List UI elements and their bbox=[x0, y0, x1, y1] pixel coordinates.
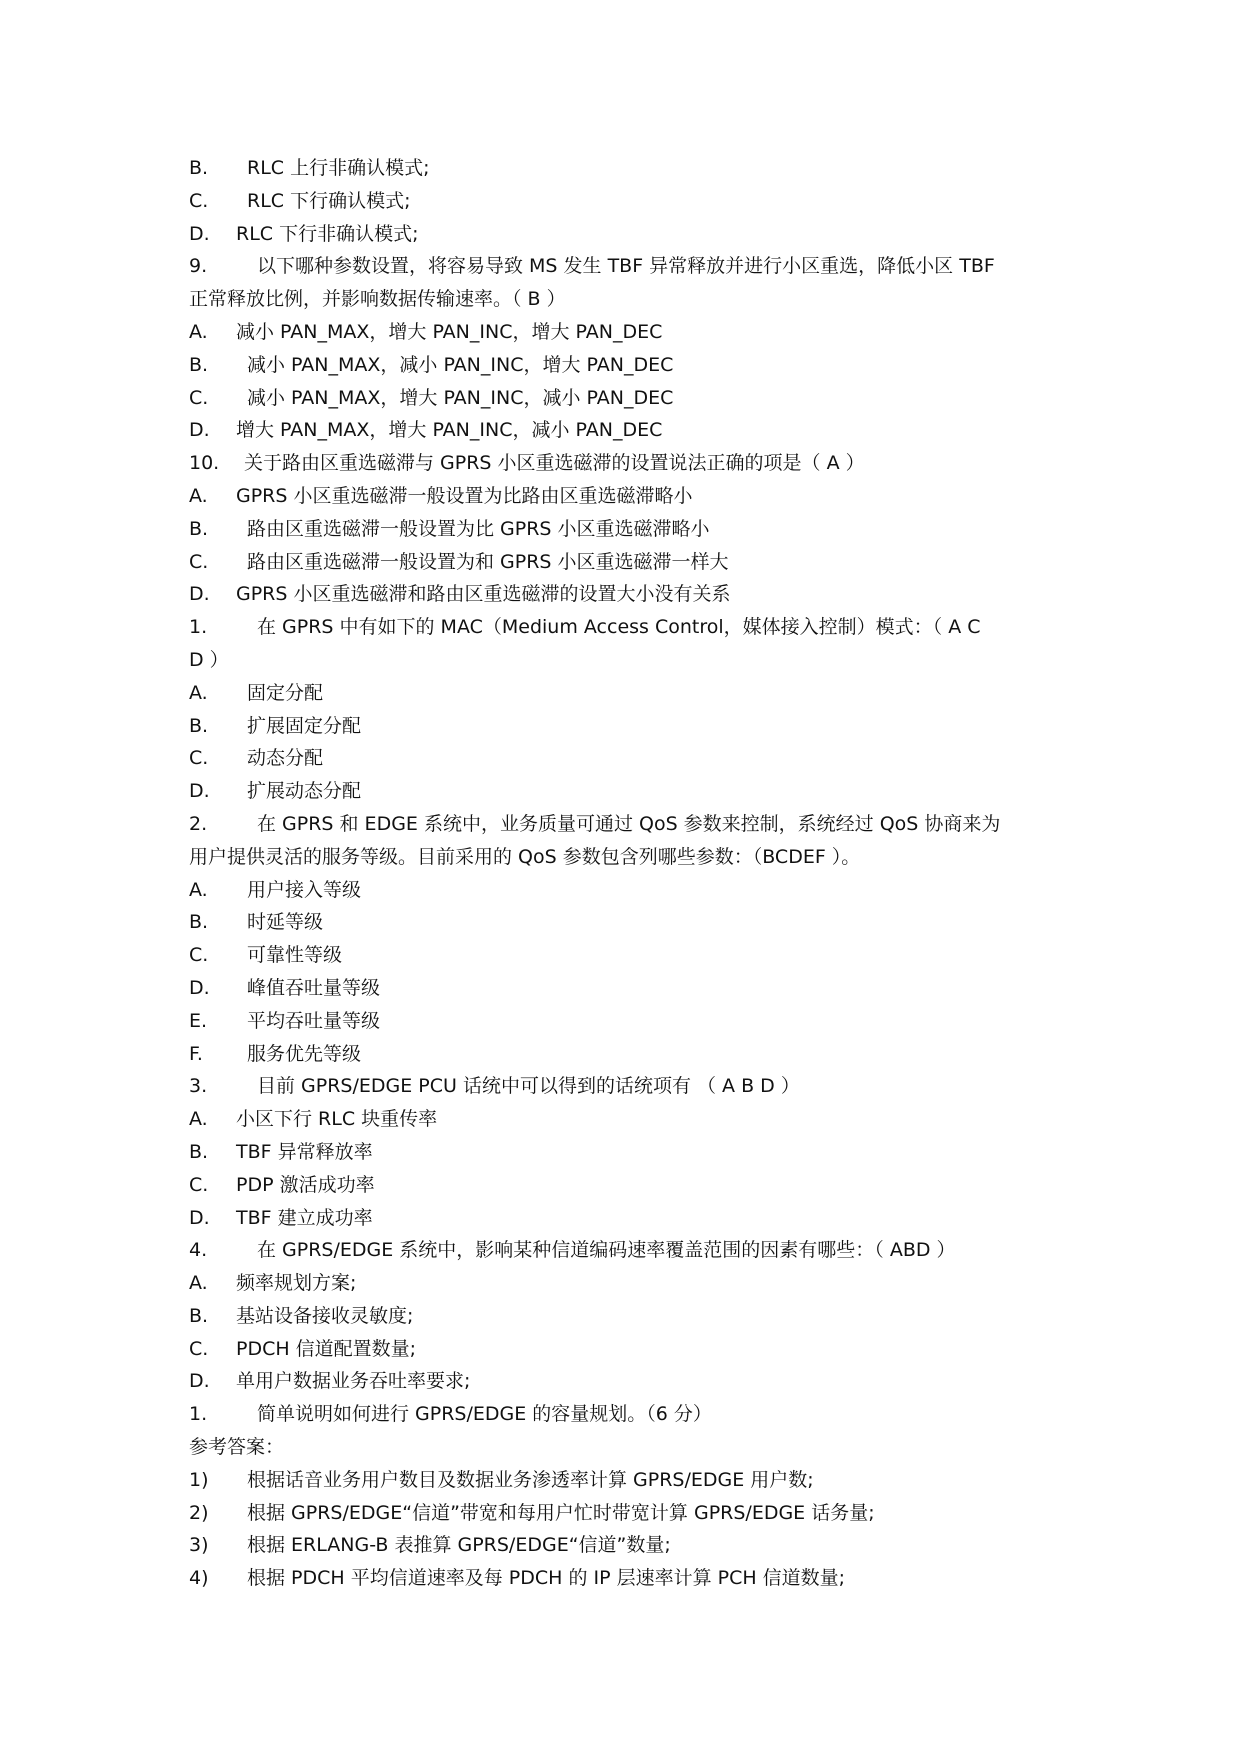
option-line bbox=[189, 382, 1069, 415]
option-label: B. bbox=[189, 353, 209, 376]
option-label: D. bbox=[189, 583, 210, 606]
option-line bbox=[189, 906, 1069, 939]
question-continuation bbox=[189, 283, 1069, 316]
option-text: 增大 PAN_MAX，增大 PAN_INC，减小 PAN_DEC bbox=[236, 419, 663, 442]
option-text: 动态分配 bbox=[247, 747, 324, 770]
question-line bbox=[189, 611, 1069, 644]
question-number: 2. bbox=[189, 812, 208, 835]
option-line bbox=[189, 972, 1069, 1005]
option-line bbox=[189, 677, 1069, 710]
option-text: 服务优先等级 bbox=[247, 1042, 362, 1065]
answer-step-number: 4) bbox=[189, 1567, 209, 1590]
option-text: 固定分配 bbox=[247, 681, 324, 704]
question-number: 1. bbox=[189, 1403, 208, 1426]
option-line bbox=[189, 1300, 1069, 1333]
question-text: 在 GPRS 中有如下的 MAC（Medium Access Control，媒体接入控制）模式：（ A C bbox=[257, 616, 981, 639]
option-text: TBF 建立成功率 bbox=[236, 1206, 373, 1229]
option-label: D. bbox=[189, 419, 210, 442]
option-line bbox=[189, 1169, 1069, 1202]
option-text: 时延等级 bbox=[247, 911, 324, 934]
question-continuation bbox=[189, 841, 1069, 874]
option-text: 频率规划方案; bbox=[236, 1272, 357, 1295]
question-text: 用户提供灵活的服务等级。目前采用的 QoS 参数包含列哪些参数：（BCDEF ）。 bbox=[189, 845, 861, 868]
option-line bbox=[189, 218, 1069, 251]
option-text: 扩展固定分配 bbox=[247, 714, 362, 737]
option-text: RLC 上行非确认模式; bbox=[247, 157, 430, 179]
option-line bbox=[189, 1136, 1069, 1169]
option-text: 基站设备接收灵敏度; bbox=[236, 1304, 414, 1327]
answer-step-number: 1) bbox=[189, 1468, 209, 1491]
question-text: 关于路由区重选磁滞与 GPRS 小区重选磁滞的设置说法正确的项是（ A ） bbox=[244, 452, 865, 475]
option-text: 小区下行 RLC 块重传率 bbox=[236, 1108, 438, 1131]
question-line bbox=[189, 250, 1069, 283]
option-text: GPRS 小区重选磁滞和路由区重选磁滞的设置大小没有关系 bbox=[236, 583, 731, 606]
option-label: C. bbox=[189, 1337, 209, 1360]
option-text: 路由区重选磁滞一般设置为比 GPRS 小区重选磁滞略小 bbox=[247, 517, 710, 540]
question-text: 在 GPRS 和 EDGE 系统中，业务质量可通过 QoS 参数来控制，系统经过 QoS 协商来为 bbox=[257, 812, 1001, 835]
question-number: 1. bbox=[189, 616, 208, 639]
option-label: C. bbox=[189, 944, 209, 967]
option-line bbox=[189, 1365, 1069, 1398]
option-text: 扩展动态分配 bbox=[247, 780, 362, 803]
option-text: 减小 PAN_MAX，减小 PAN_INC，增大 PAN_DEC bbox=[247, 353, 674, 376]
option-label: C. bbox=[189, 1173, 209, 1196]
answer-step-text: 根据 GPRS/EDGE“信道”带宽和每用户忙时带宽计算 GPRS/EDGE 话务量; bbox=[247, 1501, 875, 1524]
option-label: B. bbox=[189, 714, 209, 737]
option-label: B. bbox=[189, 911, 209, 934]
answer-step-text: 根据 PDCH 平均信道速率及每 PDCH 的 IP 层速率计算 PCH 信道数量; bbox=[247, 1567, 846, 1590]
question-line bbox=[189, 1234, 1069, 1267]
option-text: PDCH 信道配置数量; bbox=[236, 1337, 417, 1360]
option-label: C. bbox=[189, 386, 209, 409]
option-text: RLC 下行非确认模式; bbox=[236, 222, 419, 245]
option-label: B. bbox=[189, 1140, 209, 1163]
option-line bbox=[189, 742, 1069, 775]
answer-step bbox=[189, 1562, 1069, 1595]
option-line bbox=[189, 414, 1069, 447]
option-line bbox=[189, 185, 1069, 218]
option-line bbox=[189, 1267, 1069, 1300]
option-text: TBF 异常释放率 bbox=[236, 1140, 373, 1163]
option-label: F. bbox=[189, 1042, 203, 1065]
answer-step-text: 根据 ERLANG-B 表推算 GPRS/EDGE“信道”数量; bbox=[247, 1534, 671, 1557]
option-line bbox=[189, 316, 1069, 349]
answer-heading-text: 参考答案： bbox=[189, 1436, 285, 1459]
answer-step-number: 2) bbox=[189, 1501, 209, 1524]
document-body bbox=[189, 152, 1069, 1595]
option-label: D. bbox=[189, 976, 210, 999]
answer-step bbox=[189, 1464, 1069, 1497]
option-line bbox=[189, 939, 1069, 972]
option-text: 峰值吞吐量等级 bbox=[247, 976, 381, 999]
option-label: E. bbox=[189, 1009, 208, 1032]
option-label: B. bbox=[189, 1304, 209, 1327]
option-line bbox=[189, 152, 1069, 185]
question-line bbox=[189, 1070, 1069, 1103]
option-line bbox=[189, 349, 1069, 382]
option-line bbox=[189, 874, 1069, 907]
option-label: D. bbox=[189, 222, 210, 245]
question-text: 正常释放比例，并影响数据传输速率。（ B ） bbox=[189, 288, 566, 311]
question-number: 4. bbox=[189, 1239, 208, 1262]
question-continuation bbox=[189, 644, 1069, 677]
answer-step bbox=[189, 1529, 1069, 1562]
option-text: RLC 下行确认模式; bbox=[247, 189, 411, 212]
option-text: 减小 PAN_MAX，增大 PAN_INC，增大 PAN_DEC bbox=[236, 320, 663, 343]
question-number: 9. bbox=[189, 255, 208, 278]
answer-heading bbox=[189, 1431, 1069, 1464]
option-line bbox=[189, 710, 1069, 743]
option-label: A. bbox=[189, 484, 208, 507]
option-line bbox=[189, 480, 1069, 513]
option-line bbox=[189, 513, 1069, 546]
option-line bbox=[189, 1103, 1069, 1136]
question-line bbox=[189, 447, 1069, 480]
option-line bbox=[189, 1005, 1069, 1038]
option-line bbox=[189, 546, 1069, 579]
option-label: B. bbox=[189, 157, 209, 179]
option-text: 用户接入等级 bbox=[247, 878, 362, 901]
option-text: GPRS 小区重选磁滞一般设置为比路由区重选磁滞略小 bbox=[236, 484, 693, 507]
question-text: D ） bbox=[189, 648, 229, 671]
question-text: 目前 GPRS/EDGE PCU 话统中可以得到的话统项有 （ A B D ） bbox=[257, 1075, 800, 1098]
option-text: 平均吞吐量等级 bbox=[247, 1009, 381, 1032]
option-label: B. bbox=[189, 517, 209, 540]
option-label: D. bbox=[189, 1370, 210, 1393]
option-label: D. bbox=[189, 1206, 210, 1229]
option-line bbox=[189, 1038, 1069, 1071]
question-number: 3. bbox=[189, 1075, 208, 1098]
answer-step-text: 根据话音业务用户数目及数据业务渗透率计算 GPRS/EDGE 用户数; bbox=[247, 1468, 814, 1491]
option-label: D. bbox=[189, 780, 210, 803]
question-text: 在 GPRS/EDGE 系统中，影响某种信道编码速率覆盖范围的因素有哪些：（ ABD ） bbox=[257, 1239, 956, 1262]
option-label: C. bbox=[189, 189, 209, 212]
option-label: A. bbox=[189, 681, 208, 704]
option-text: 路由区重选磁滞一般设置为和 GPRS 小区重选磁滞一样大 bbox=[247, 550, 729, 573]
question-text: 简单说明如何进行 GPRS/EDGE 的容量规划。（6 分） bbox=[257, 1403, 712, 1426]
option-label: C. bbox=[189, 550, 209, 573]
option-label: A. bbox=[189, 1272, 208, 1295]
option-text: 减小 PAN_MAX，增大 PAN_INC，减小 PAN_DEC bbox=[247, 386, 674, 409]
option-label: A. bbox=[189, 320, 208, 343]
option-text: 可靠性等级 bbox=[247, 944, 343, 967]
question-text: 以下哪种参数设置，将容易导致 MS 发生 TBF 异常释放并进行小区重选，降低小区 TBF bbox=[257, 255, 995, 278]
question-number: 10. bbox=[189, 452, 220, 475]
option-line bbox=[189, 1333, 1069, 1366]
option-text: 单用户数据业务吞吐率要求; bbox=[236, 1370, 471, 1393]
option-text: PDP 激活成功率 bbox=[236, 1173, 375, 1196]
option-label: A. bbox=[189, 878, 208, 901]
answer-step bbox=[189, 1497, 1069, 1530]
option-line bbox=[189, 775, 1069, 808]
question-line bbox=[189, 1398, 1069, 1431]
question-line bbox=[189, 808, 1069, 841]
option-line bbox=[189, 1202, 1069, 1235]
option-line bbox=[189, 578, 1069, 611]
answer-step-number: 3) bbox=[189, 1534, 209, 1557]
option-label: C. bbox=[189, 747, 209, 770]
option-label: A. bbox=[189, 1108, 208, 1131]
